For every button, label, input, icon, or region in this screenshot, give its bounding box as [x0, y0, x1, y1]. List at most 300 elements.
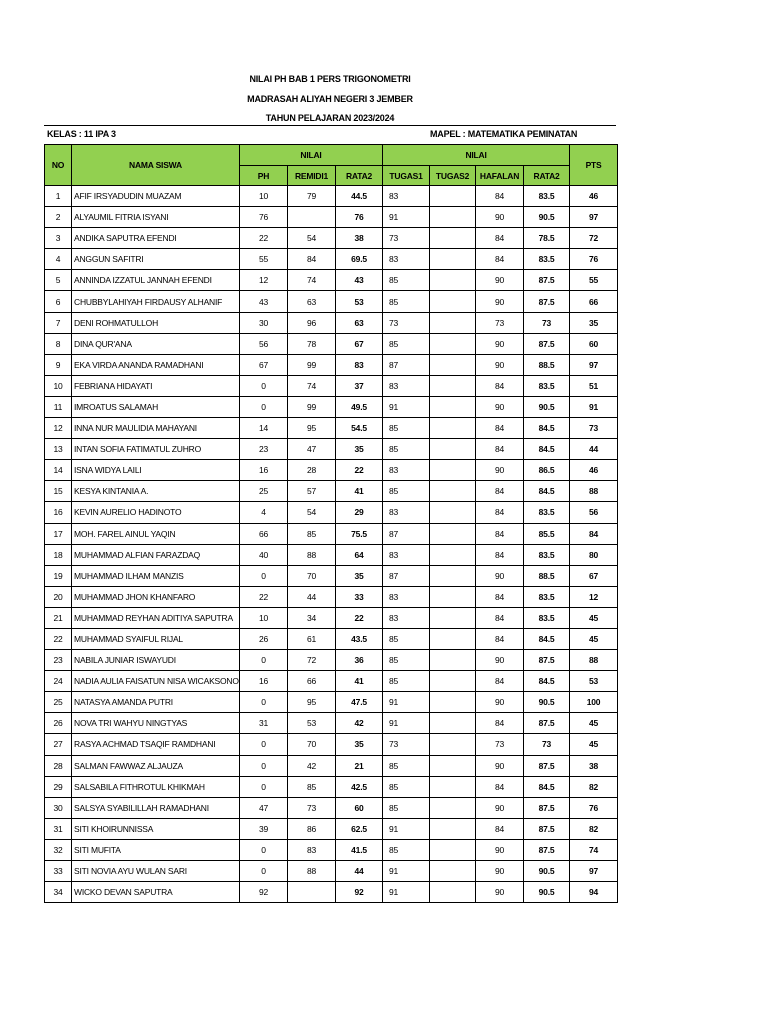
cell-hafalan: 84	[476, 776, 524, 797]
cell-hafalan: 84	[476, 544, 524, 565]
cell-remidi1: 61	[288, 628, 336, 649]
cell-rata2-tugas: 83.5	[524, 544, 570, 565]
cell-rata2-ph: 76	[336, 207, 383, 228]
cell-tugas1: 73	[383, 312, 430, 333]
cell-rata2-ph: 62.5	[336, 818, 383, 839]
cell-hafalan: 84	[476, 249, 524, 270]
table-row	[45, 650, 618, 671]
cell-rata2-tugas: 78.5	[524, 228, 570, 249]
cell-no: 20	[45, 586, 72, 607]
cell-ph: 92	[240, 882, 288, 903]
table-row	[45, 628, 618, 649]
cell-pts: 56	[570, 502, 618, 523]
table-row	[45, 713, 618, 734]
cell-rata2-tugas: 87.5	[524, 839, 570, 860]
cell-remidi1: 74	[288, 270, 336, 291]
cell-rata2-tugas: 83.5	[524, 249, 570, 270]
cell-ph: 76	[240, 207, 288, 228]
cell-ph: 16	[240, 671, 288, 692]
header-nama-siswa: NAMA SISWA	[72, 145, 240, 186]
cell-rata2-tugas: 84.5	[524, 418, 570, 439]
cell-no: 17	[45, 523, 72, 544]
cell-student-name: MUHAMMAD ILHAM MANZIS	[72, 565, 240, 586]
cell-rata2-tugas: 84.5	[524, 439, 570, 460]
cell-no: 32	[45, 839, 72, 860]
cell-rata2-tugas: 83.5	[524, 607, 570, 628]
cell-rata2-ph: 35	[336, 439, 383, 460]
cell-student-name: SALMAN FAWWAZ ALJAUZA	[72, 755, 240, 776]
cell-pts: 51	[570, 375, 618, 396]
cell-remidi1: 57	[288, 481, 336, 502]
cell-remidi1: 83	[288, 839, 336, 860]
cell-hafalan: 90	[476, 460, 524, 481]
cell-no: 12	[45, 418, 72, 439]
cell-tugas1: 83	[383, 502, 430, 523]
cell-hafalan: 84	[476, 228, 524, 249]
cell-tugas1: 87	[383, 354, 430, 375]
cell-no: 1	[45, 186, 72, 207]
cell-hafalan: 84	[476, 502, 524, 523]
cell-rata2-tugas: 90.5	[524, 207, 570, 228]
cell-no: 11	[45, 396, 72, 417]
cell-remidi1: 86	[288, 818, 336, 839]
table-row	[45, 586, 618, 607]
cell-ph: 47	[240, 797, 288, 818]
cell-rata2-tugas: 85.5	[524, 523, 570, 544]
cell-remidi1	[288, 207, 336, 228]
subject-label: MAPEL : MATEMATIKA PEMINATAN	[430, 129, 578, 139]
cell-no: 5	[45, 270, 72, 291]
cell-tugas2	[430, 797, 476, 818]
cell-student-name: MOH. FAREL AINUL YAQIN	[72, 523, 240, 544]
cell-tugas2	[430, 882, 476, 903]
cell-ph: 22	[240, 228, 288, 249]
cell-tugas2	[430, 650, 476, 671]
cell-ph: 0	[240, 734, 288, 755]
cell-pts: 38	[570, 755, 618, 776]
cell-pts: 76	[570, 249, 618, 270]
cell-no: 19	[45, 565, 72, 586]
cell-pts: 35	[570, 312, 618, 333]
header-rata2-tugas: RATA2	[524, 166, 570, 186]
header-pts: PTS	[570, 145, 618, 186]
cell-rata2-ph: 64	[336, 544, 383, 565]
cell-tugas2	[430, 354, 476, 375]
cell-tugas2	[430, 818, 476, 839]
cell-tugas2	[430, 586, 476, 607]
cell-tugas1: 91	[383, 713, 430, 734]
cell-tugas1: 85	[383, 776, 430, 797]
cell-tugas2	[430, 481, 476, 502]
cell-remidi1: 28	[288, 460, 336, 481]
cell-remidi1: 34	[288, 607, 336, 628]
cell-tugas2	[430, 312, 476, 333]
cell-student-name: NADIA AULIA FAISATUN NISA WICAKSONO	[72, 671, 240, 692]
cell-hafalan: 90	[476, 333, 524, 354]
cell-hafalan: 90	[476, 354, 524, 375]
cell-student-name: MUHAMMAD ALFIAN FARAZDAQ	[72, 544, 240, 565]
header-hafalan: HAFALAN	[476, 166, 524, 186]
cell-tugas2	[430, 375, 476, 396]
table-row	[45, 839, 618, 860]
cell-tugas2	[430, 755, 476, 776]
cell-pts: 74	[570, 839, 618, 860]
cell-tugas1: 73	[383, 228, 430, 249]
cell-student-name: MUHAMMAD SYAIFUL RIJAL	[72, 628, 240, 649]
cell-hafalan: 90	[476, 755, 524, 776]
table-row	[45, 481, 618, 502]
cell-rata2-ph: 22	[336, 460, 383, 481]
cell-ph: 30	[240, 312, 288, 333]
cell-student-name: MUHAMMAD JHON KHANFARO	[72, 586, 240, 607]
cell-hafalan: 84	[476, 713, 524, 734]
cell-ph: 67	[240, 354, 288, 375]
cell-tugas1: 85	[383, 333, 430, 354]
cell-tugas1: 85	[383, 439, 430, 460]
cell-student-name: KEVIN AURELIO HADINOTO	[72, 502, 240, 523]
cell-tugas2	[430, 839, 476, 860]
cell-tugas2	[430, 671, 476, 692]
cell-rata2-ph: 38	[336, 228, 383, 249]
table-row	[45, 228, 618, 249]
cell-hafalan: 90	[476, 861, 524, 882]
table-row	[45, 502, 618, 523]
cell-remidi1: 70	[288, 565, 336, 586]
cell-ph: 31	[240, 713, 288, 734]
cell-remidi1: 42	[288, 755, 336, 776]
cell-tugas2	[430, 270, 476, 291]
cell-no: 30	[45, 797, 72, 818]
cell-student-name: ANNINDA IZZATUL JANNAH EFENDI	[72, 270, 240, 291]
cell-remidi1: 88	[288, 861, 336, 882]
cell-rata2-tugas: 87.5	[524, 650, 570, 671]
cell-ph: 22	[240, 586, 288, 607]
cell-pts: 66	[570, 291, 618, 312]
cell-rata2-tugas: 87.5	[524, 270, 570, 291]
cell-no: 26	[45, 713, 72, 734]
cell-hafalan: 90	[476, 650, 524, 671]
cell-rata2-ph: 29	[336, 502, 383, 523]
table-row	[45, 607, 618, 628]
cell-tugas1: 85	[383, 650, 430, 671]
cell-hafalan: 90	[476, 291, 524, 312]
cell-remidi1: 63	[288, 291, 336, 312]
cell-ph: 4	[240, 502, 288, 523]
cell-ph: 0	[240, 692, 288, 713]
cell-tugas2	[430, 291, 476, 312]
cell-remidi1: 74	[288, 375, 336, 396]
header-rata2-ph: RATA2	[336, 166, 383, 186]
cell-rata2-tugas: 73	[524, 312, 570, 333]
cell-rata2-ph: 60	[336, 797, 383, 818]
cell-rata2-tugas: 90.5	[524, 692, 570, 713]
cell-tugas1: 83	[383, 460, 430, 481]
table-row	[45, 396, 618, 417]
cell-ph: 55	[240, 249, 288, 270]
cell-no: 21	[45, 607, 72, 628]
cell-remidi1: 70	[288, 734, 336, 755]
table-row	[45, 270, 618, 291]
cell-remidi1: 95	[288, 418, 336, 439]
cell-rata2-ph: 41.5	[336, 839, 383, 860]
cell-hafalan: 90	[476, 565, 524, 586]
cell-hafalan: 84	[476, 418, 524, 439]
cell-no: 22	[45, 628, 72, 649]
cell-tugas2	[430, 333, 476, 354]
cell-pts: 60	[570, 333, 618, 354]
cell-hafalan: 84	[476, 818, 524, 839]
cell-tugas2	[430, 607, 476, 628]
cell-tugas2	[430, 249, 476, 270]
cell-remidi1: 44	[288, 586, 336, 607]
cell-student-name: SALSYA SYABILILLAH RAMADHANI	[72, 797, 240, 818]
cell-student-name: SITI MUFITA	[72, 839, 240, 860]
cell-student-name: NOVA TRI WAHYU NINGTYAS	[72, 713, 240, 734]
cell-rata2-ph: 83	[336, 354, 383, 375]
cell-rata2-tugas: 87.5	[524, 755, 570, 776]
cell-rata2-ph: 41	[336, 481, 383, 502]
cell-remidi1: 99	[288, 396, 336, 417]
cell-rata2-tugas: 87.5	[524, 291, 570, 312]
table-row	[45, 882, 618, 903]
table-row	[45, 333, 618, 354]
cell-pts: 45	[570, 734, 618, 755]
cell-no: 13	[45, 439, 72, 460]
class-label: KELAS : 11 IPA 3	[47, 129, 116, 139]
cell-tugas2	[430, 861, 476, 882]
cell-hafalan: 90	[476, 396, 524, 417]
cell-student-name: DENI ROHMATULLOH	[72, 312, 240, 333]
cell-tugas1: 91	[383, 207, 430, 228]
cell-student-name: ANDIKA SAPUTRA EFENDI	[72, 228, 240, 249]
table-row	[45, 291, 618, 312]
academic-year: TAHUN PELAJARAN 2023/2024	[265, 113, 395, 123]
cell-remidi1: 79	[288, 186, 336, 207]
cell-pts: 82	[570, 776, 618, 797]
cell-no: 9	[45, 354, 72, 375]
cell-rata2-ph: 49.5	[336, 396, 383, 417]
cell-tugas1: 85	[383, 839, 430, 860]
cell-no: 25	[45, 692, 72, 713]
cell-tugas1: 83	[383, 544, 430, 565]
cell-tugas2	[430, 713, 476, 734]
cell-pts: 12	[570, 586, 618, 607]
cell-hafalan: 84	[476, 481, 524, 502]
cell-remidi1: 53	[288, 713, 336, 734]
cell-rata2-tugas: 87.5	[524, 713, 570, 734]
cell-ph: 10	[240, 186, 288, 207]
cell-pts: 88	[570, 481, 618, 502]
cell-tugas1: 83	[383, 186, 430, 207]
cell-hafalan: 84	[476, 586, 524, 607]
cell-pts: 84	[570, 523, 618, 544]
cell-student-name: WICKO DEVAN SAPUTRA	[72, 882, 240, 903]
cell-ph: 0	[240, 861, 288, 882]
cell-rata2-ph: 53	[336, 291, 383, 312]
cell-pts: 76	[570, 797, 618, 818]
cell-student-name: INNA NUR MAULIDIA MAHAYANI	[72, 418, 240, 439]
cell-rata2-tugas: 87.5	[524, 333, 570, 354]
table-row	[45, 207, 618, 228]
cell-hafalan: 73	[476, 312, 524, 333]
cell-remidi1: 95	[288, 692, 336, 713]
cell-ph: 43	[240, 291, 288, 312]
cell-remidi1: 66	[288, 671, 336, 692]
cell-tugas2	[430, 186, 476, 207]
table-row	[45, 692, 618, 713]
cell-no: 10	[45, 375, 72, 396]
cell-tugas2	[430, 734, 476, 755]
cell-tugas1: 85	[383, 671, 430, 692]
cell-tugas1: 85	[383, 291, 430, 312]
cell-student-name: SALSABILA FITHROTUL KHIKMAH	[72, 776, 240, 797]
cell-pts: 80	[570, 544, 618, 565]
cell-rata2-ph: 42	[336, 713, 383, 734]
cell-no: 33	[45, 861, 72, 882]
table-row	[45, 354, 618, 375]
cell-student-name: ISNA WIDYA LAILI	[72, 460, 240, 481]
cell-ph: 0	[240, 755, 288, 776]
cell-pts: 67	[570, 565, 618, 586]
cell-rata2-ph: 47.5	[336, 692, 383, 713]
table-row	[45, 249, 618, 270]
cell-student-name: SITI NOVIA AYU WULAN SARI	[72, 861, 240, 882]
cell-remidi1: 88	[288, 544, 336, 565]
cell-remidi1: 54	[288, 502, 336, 523]
cell-student-name: ANGGUN SAFITRI	[72, 249, 240, 270]
cell-student-name: NATASYA AMANDA PUTRI	[72, 692, 240, 713]
cell-remidi1: 85	[288, 776, 336, 797]
table-row	[45, 460, 618, 481]
cell-student-name: ALYAUMIL FITRIA ISYANI	[72, 207, 240, 228]
cell-rata2-tugas: 83.5	[524, 586, 570, 607]
cell-ph: 25	[240, 481, 288, 502]
cell-tugas2	[430, 418, 476, 439]
cell-hafalan: 84	[476, 523, 524, 544]
cell-hafalan: 84	[476, 439, 524, 460]
cell-ph: 0	[240, 839, 288, 860]
cell-pts: 82	[570, 818, 618, 839]
cell-student-name: IMROATUS SALAMAH	[72, 396, 240, 417]
cell-tugas2	[430, 776, 476, 797]
cell-tugas1: 83	[383, 375, 430, 396]
cell-ph: 66	[240, 523, 288, 544]
cell-rata2-ph: 21	[336, 755, 383, 776]
cell-ph: 10	[240, 607, 288, 628]
header-divider	[44, 125, 616, 126]
header-nilai-tugas: NILAI	[383, 145, 570, 166]
document-title: NILAI PH BAB 1 PERS TRIGONOMETRI	[249, 74, 411, 84]
cell-rata2-ph: 44.5	[336, 186, 383, 207]
cell-remidi1	[288, 882, 336, 903]
table-row	[45, 861, 618, 882]
cell-rata2-tugas: 83.5	[524, 186, 570, 207]
cell-student-name: INTAN SOFIA FATIMATUL ZUHRO	[72, 439, 240, 460]
cell-tugas2	[430, 396, 476, 417]
cell-hafalan: 84	[476, 186, 524, 207]
cell-ph: 14	[240, 418, 288, 439]
cell-tugas2	[430, 628, 476, 649]
cell-tugas1: 73	[383, 734, 430, 755]
table-row	[45, 375, 618, 396]
cell-tugas2	[430, 544, 476, 565]
cell-rata2-tugas: 84.5	[524, 776, 570, 797]
cell-rata2-ph: 43.5	[336, 628, 383, 649]
cell-hafalan: 90	[476, 692, 524, 713]
cell-rata2-ph: 54.5	[336, 418, 383, 439]
cell-tugas1: 91	[383, 396, 430, 417]
cell-rata2-ph: 63	[336, 312, 383, 333]
cell-rata2-ph: 75.5	[336, 523, 383, 544]
cell-hafalan: 90	[476, 270, 524, 291]
cell-rata2-tugas: 88.5	[524, 354, 570, 375]
cell-tugas2	[430, 207, 476, 228]
cell-no: 6	[45, 291, 72, 312]
cell-pts: 100	[570, 692, 618, 713]
cell-tugas1: 83	[383, 607, 430, 628]
cell-rata2-ph: 92	[336, 882, 383, 903]
cell-ph: 56	[240, 333, 288, 354]
table-row	[45, 544, 618, 565]
cell-no: 24	[45, 671, 72, 692]
cell-ph: 0	[240, 650, 288, 671]
cell-tugas1: 85	[383, 481, 430, 502]
cell-rata2-tugas: 83.5	[524, 375, 570, 396]
cell-tugas1: 91	[383, 861, 430, 882]
cell-rata2-tugas: 84.5	[524, 628, 570, 649]
cell-tugas1: 85	[383, 797, 430, 818]
cell-rata2-tugas: 90.5	[524, 882, 570, 903]
cell-hafalan: 90	[476, 839, 524, 860]
cell-tugas1: 91	[383, 818, 430, 839]
cell-tugas2	[430, 523, 476, 544]
cell-rata2-ph: 36	[336, 650, 383, 671]
cell-no: 23	[45, 650, 72, 671]
table-row	[45, 418, 618, 439]
cell-rata2-ph: 35	[336, 565, 383, 586]
cell-ph: 0	[240, 776, 288, 797]
cell-no: 3	[45, 228, 72, 249]
cell-hafalan: 84	[476, 671, 524, 692]
cell-rata2-tugas: 87.5	[524, 818, 570, 839]
table-row	[45, 523, 618, 544]
header-no: NO	[45, 145, 72, 186]
cell-no: 34	[45, 882, 72, 903]
cell-student-name: CHUBBYLAHIYAH FIRDAUSY ALHANIF	[72, 291, 240, 312]
cell-tugas2	[430, 439, 476, 460]
cell-remidi1: 85	[288, 523, 336, 544]
cell-no: 29	[45, 776, 72, 797]
cell-ph: 23	[240, 439, 288, 460]
cell-rata2-tugas: 86.5	[524, 460, 570, 481]
cell-rata2-ph: 33	[336, 586, 383, 607]
cell-tugas1: 91	[383, 882, 430, 903]
header-tugas1: TUGAS1	[383, 166, 430, 186]
table-row	[45, 734, 618, 755]
cell-no: 15	[45, 481, 72, 502]
cell-ph: 39	[240, 818, 288, 839]
cell-remidi1: 72	[288, 650, 336, 671]
cell-remidi1: 84	[288, 249, 336, 270]
cell-rata2-ph: 37	[336, 375, 383, 396]
cell-pts: 46	[570, 186, 618, 207]
cell-student-name: MUHAMMAD REYHAN ADITIYA SAPUTRA	[72, 607, 240, 628]
cell-hafalan: 90	[476, 207, 524, 228]
cell-rata2-ph: 22	[336, 607, 383, 628]
cell-ph: 26	[240, 628, 288, 649]
cell-ph: 40	[240, 544, 288, 565]
cell-no: 16	[45, 502, 72, 523]
